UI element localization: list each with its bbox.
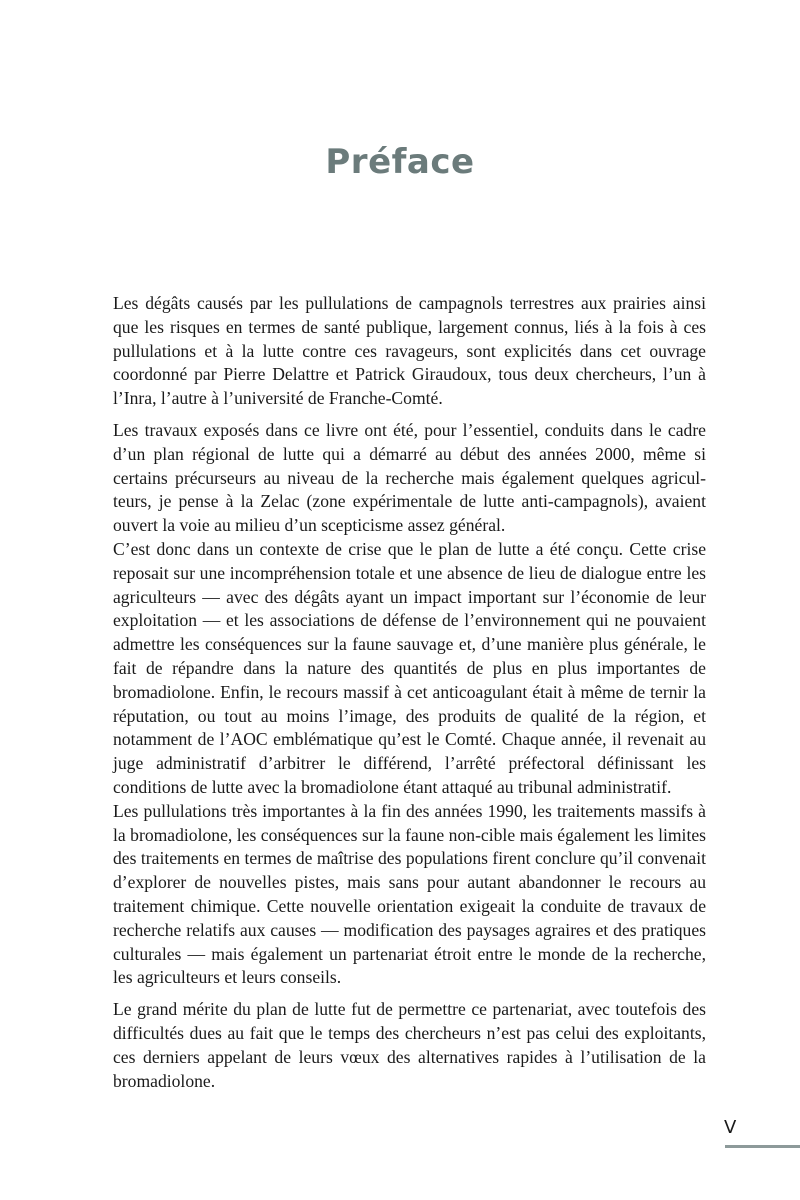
page-number-rule bbox=[725, 1145, 800, 1148]
preface-body bbox=[113, 292, 706, 1093]
paragraph-3: C’est donc dans un contexte de crise que le plan de lutte a été conçu. Cette crise reposait sur une incompréhension totale et une absence de lieu de dialogue entre les agriculteurs — avec des dégâts ayant un impact important sur l’économie de leur exploitation — et les associations de défense de l’environnement qui ne pouvaient admettre les conséquences sur la faune sauvage et, d’une manière plus générale, le fait de répandre dans la nature des quantités de plus en plus importantes de bromadiolone. Enfin, le recours massif à cet anticoagulant était à même de ternir la réputation, ou tout au moins l’image, des produits de qualité de la région, et notamment de l’AOC emblématique qu’est le Comté. Chaque année, il revenait au juge administratif d’arbitrer le différend, l’arrêté préfectoral définissant les conditions de lutte avec la bromadiolone étant attaqué au tribunal administratif. bbox=[113, 538, 706, 797]
page-title: Préface bbox=[325, 142, 475, 182]
paragraph-2: Les travaux exposés dans ce livre ont été, pour l’essentiel, conduits dans le cadre d’un plan régional de lutte qui a démarré au début des années 2000, même si certains précurseurs au niveau de la recherche mais également quelques agriculteurs, je pense à la Zelac (zone expérimentale de lutte anti-campagnols), avaient ouvert la voie au milieu d’un scepticisme assez général. bbox=[113, 419, 706, 536]
paragraph-5: Le grand mérite du plan de lutte fut de permettre ce partenariat, avec toutefois des difficultés dues au fait que le temps des chercheurs n’est pas celui des exploitants, ces derniers appelant de leurs vœux des alternatives rapides à l’utilisation de la bromadiolone. bbox=[113, 999, 706, 1091]
paragraph-4: Les pullulations très importantes à la fin des années 1990, les traitements massifs à la bromadiolone, les conséquences sur la faune non-cible mais également les limites des traitements en termes de maîtrise des populations firent conclure qu’il convenait d’explorer de nouvelles pistes, mais sans pour autant abandonner le recours au traitement chimique. Cette nouvelle orientation exigeait la conduite de travaux de recherche relatifs aux causes — modification des paysages agraires et des pratiques culturales — mais également un partenariat étroit entre le monde de la recherche, les agriculteurs et leurs conseils. bbox=[113, 800, 706, 988]
paragraph-1: Les dégâts causés par les pullulations de campagnols terrestres aux prairies ainsi que les risques en termes de santé publique, largement connus, liés à la fois à ces pullulations et à la lutte contre ces ravageurs, sont explicités dans cet ouvrage coordonné par Pierre Delattre et Patrick Giraudoux, tous deux chercheurs, l’un à l’Inra, l’autre à l’université de Franche-Comté. bbox=[113, 293, 706, 409]
page-number: V bbox=[724, 1117, 737, 1138]
